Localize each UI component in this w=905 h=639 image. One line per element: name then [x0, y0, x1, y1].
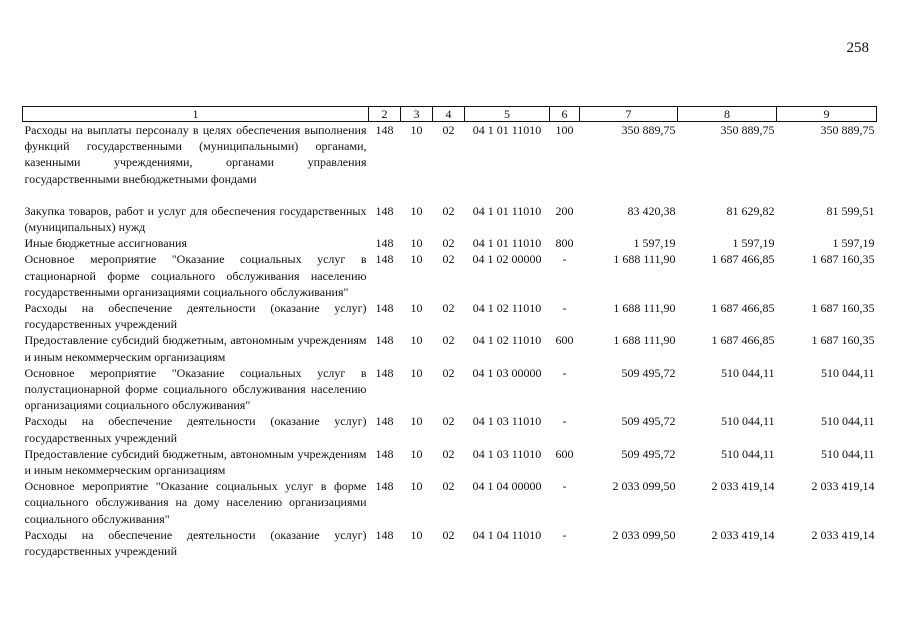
- cell-amount-8: 1 597,19: [732, 236, 775, 251]
- cell-amount-9: 510 044,11: [820, 365, 875, 380]
- cell-amount-7: 1 597,19: [633, 236, 676, 251]
- cell-amount-7: 1 688 111,90: [613, 333, 676, 348]
- row-description: Основное мероприятие "Оказание социальных услуг в стационарной форме социального обслуживания населению государственными организациями социального обслуживания": [24, 252, 367, 299]
- cell-subsection: 02: [442, 301, 455, 316]
- table-row: [23, 235, 877, 251]
- cell-amount-7: 509 495,72: [621, 446, 676, 461]
- header-row: [23, 107, 877, 122]
- cell-section: 10: [410, 527, 423, 542]
- cell-amount-8: 1 687 466,85: [711, 301, 775, 316]
- cell-section: 10: [410, 123, 423, 137]
- table-row: [23, 332, 877, 364]
- cell-ministry: 148: [375, 252, 394, 267]
- cell-ministry: 148: [375, 414, 394, 429]
- cell-section: 10: [410, 252, 423, 267]
- cell-amount-9: 2 033 419,14: [811, 527, 875, 542]
- cell-expense-type: 600: [555, 333, 574, 348]
- cell-target-article: 04 1 01 11010: [472, 123, 542, 137]
- row-description: Расходы на обеспечение деятельности (оказание услуг) государственных учреждений: [24, 301, 367, 332]
- cell-expense-type: -: [562, 527, 567, 542]
- cell-amount-8: 350 889,75: [720, 123, 775, 137]
- cell-amount-7: 1 688 111,90: [613, 252, 676, 267]
- cell-target-article: 04 1 04 00000: [472, 479, 542, 494]
- header-cell: 3: [401, 107, 433, 122]
- header-cell: 4: [433, 107, 465, 122]
- cell-subsection: 02: [442, 479, 455, 494]
- cell-amount-7: 1 688 111,90: [613, 301, 676, 316]
- cell-amount-8: 510 044,11: [720, 365, 775, 380]
- row-description: Иные бюджетные ассигнования: [24, 236, 187, 251]
- cell-expense-type: 800: [555, 236, 574, 251]
- row-description: Закупка товаров, работ и услуг для обеспечения государственных (муниципальных) нужд: [24, 203, 367, 235]
- cell-amount-8: 2 033 419,14: [711, 479, 775, 494]
- cell-amount-9: 2 033 419,14: [811, 479, 875, 494]
- table-row: [23, 203, 877, 235]
- budget-table: [22, 106, 877, 559]
- row-description: Предоставление субсидий бюджетным, автономным учреждениям и иным некоммерческим организациям: [24, 333, 367, 364]
- cell-expense-type: 100: [555, 123, 574, 137]
- cell-target-article: 04 1 02 11010: [472, 301, 542, 316]
- cell-expense-type: -: [562, 252, 567, 267]
- cell-expense-type: -: [562, 414, 567, 429]
- cell-ministry: 148: [375, 236, 394, 251]
- cell-subsection: 02: [442, 446, 455, 461]
- row-description: Расходы на выплаты персоналу в целях обеспечения выполнения функций государственными (муниципальными) органами, казенными учреждениями, органами управления государственными внебюджетными фондами: [24, 123, 367, 186]
- cell-ministry: 148: [375, 203, 394, 218]
- cell-amount-7: 83 420,38: [627, 203, 676, 218]
- row-description: Предоставление субсидий бюджетным, автономным учреждениям и иным некоммерческим организациям: [24, 446, 367, 478]
- cell-section: 10: [410, 301, 423, 316]
- cell-amount-9: 1 597,19: [832, 236, 875, 251]
- cell-ministry: 148: [375, 123, 394, 137]
- cell-ministry: 148: [375, 479, 394, 494]
- cell-section: 10: [410, 203, 423, 218]
- row-description: Основное мероприятие "Оказание социальных услуг в форме социального обслуживания на дому населению организациями социального обслуживания": [24, 479, 367, 526]
- cell-amount-7: 509 495,72: [621, 414, 676, 429]
- row-description: Расходы на обеспечение деятельности (оказание услуг) государственных учреждений: [24, 527, 367, 559]
- table-row: [23, 446, 877, 478]
- cell-target-article: 04 1 02 00000: [472, 252, 542, 267]
- table-row: [23, 365, 877, 414]
- cell-amount-7: 509 495,72: [621, 365, 676, 380]
- table-row: [23, 122, 877, 187]
- cell-subsection: 02: [442, 365, 455, 380]
- table-row: [23, 300, 877, 332]
- cell-amount-7: 350 889,75: [621, 123, 676, 137]
- cell-amount-9: 1 687 160,35: [811, 301, 875, 316]
- cell-expense-type: -: [562, 365, 567, 380]
- cell-target-article: 04 1 03 11010: [472, 414, 542, 429]
- header-cell: 2: [369, 107, 401, 122]
- cell-amount-7: 2 033 099,50: [612, 479, 676, 494]
- row-spacer: [23, 187, 877, 203]
- cell-subsection: 02: [442, 123, 455, 137]
- cell-amount-9: 1 687 160,35: [811, 252, 875, 267]
- cell-amount-8: 2 033 419,14: [711, 527, 775, 542]
- cell-subsection: 02: [442, 527, 455, 542]
- cell-subsection: 02: [442, 252, 455, 267]
- page-number: 258: [846, 40, 869, 56]
- cell-expense-type: 600: [555, 446, 574, 461]
- cell-section: 10: [410, 479, 423, 494]
- header-cell: 6: [550, 107, 580, 122]
- cell-amount-9: 81 599,51: [826, 203, 875, 218]
- header-cell: 1: [23, 107, 369, 122]
- cell-subsection: 02: [442, 333, 455, 348]
- cell-ministry: 148: [375, 527, 394, 542]
- cell-amount-8: 510 044,11: [720, 446, 775, 461]
- cell-section: 10: [410, 236, 423, 251]
- cell-section: 10: [410, 333, 423, 348]
- cell-target-article: 04 1 04 11010: [472, 527, 542, 542]
- table-row: [23, 413, 877, 445]
- cell-ministry: 148: [375, 446, 394, 461]
- cell-subsection: 02: [442, 236, 455, 251]
- cell-section: 10: [410, 446, 423, 461]
- cell-subsection: 02: [442, 203, 455, 218]
- cell-ministry: 148: [375, 333, 394, 348]
- table-row: [23, 478, 877, 527]
- cell-amount-9: 510 044,11: [820, 414, 875, 429]
- cell-expense-type: -: [562, 479, 567, 494]
- cell-section: 10: [410, 414, 423, 429]
- header-cell: 5: [465, 107, 550, 122]
- cell-expense-type: -: [562, 301, 567, 316]
- cell-target-article: 04 1 03 00000: [472, 365, 542, 380]
- table-row: [23, 251, 877, 300]
- header-cell: 9: [777, 107, 877, 122]
- cell-ministry: 148: [375, 301, 394, 316]
- cell-amount-8: 510 044,11: [720, 414, 775, 429]
- cell-amount-9: 350 889,75: [820, 123, 875, 137]
- cell-ministry: 148: [375, 365, 394, 380]
- cell-amount-8: 81 629,82: [726, 203, 775, 218]
- cell-amount-9: 1 687 160,35: [811, 333, 875, 348]
- cell-expense-type: 200: [555, 203, 574, 218]
- cell-target-article: 04 1 01 11010: [472, 203, 542, 218]
- row-description: Расходы на обеспечение деятельности (оказание услуг) государственных учреждений: [24, 414, 367, 445]
- header-cell: 7: [580, 107, 678, 122]
- cell-section: 10: [410, 365, 423, 380]
- table-row: [23, 527, 877, 559]
- header-cell: 8: [678, 107, 777, 122]
- cell-target-article: 04 1 01 11010: [472, 236, 542, 251]
- cell-amount-8: 1 687 466,85: [711, 333, 775, 348]
- cell-amount-7: 2 033 099,50: [612, 527, 676, 542]
- cell-target-article: 04 1 02 11010: [472, 333, 542, 348]
- cell-amount-8: 1 687 466,85: [711, 252, 775, 267]
- cell-subsection: 02: [442, 414, 455, 429]
- row-description: Основное мероприятие "Оказание социальных услуг в полустационарной форме социального обслуживания населению организациями социального обслуживания": [24, 365, 367, 413]
- cell-target-article: 04 1 03 11010: [472, 446, 542, 461]
- cell-amount-9: 510 044,11: [820, 446, 875, 461]
